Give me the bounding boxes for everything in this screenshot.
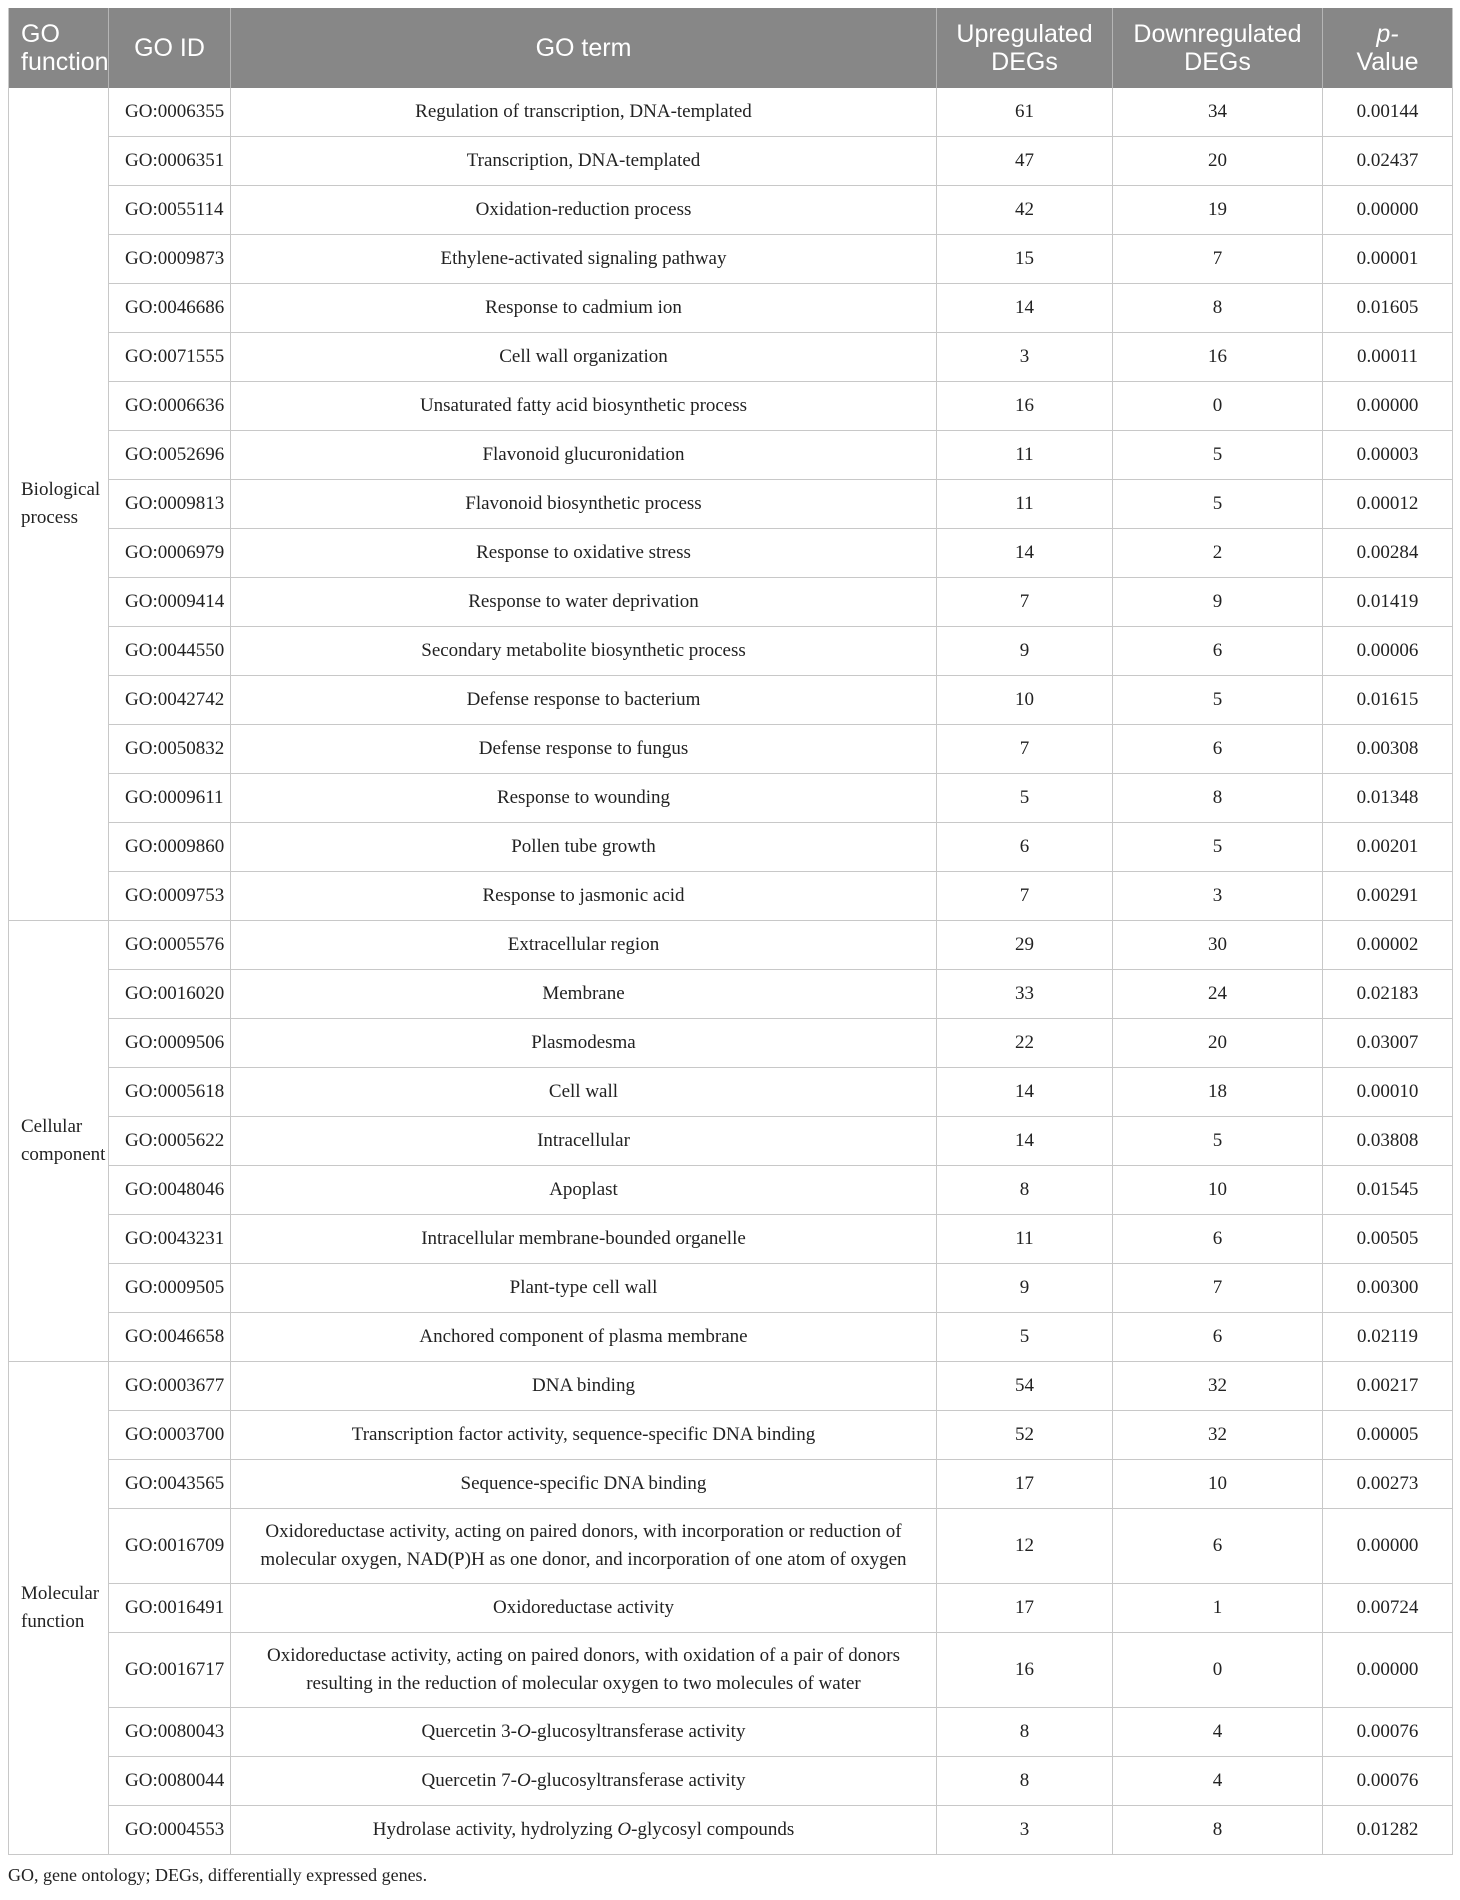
p-value-cell: 0.00003 [1323, 431, 1453, 480]
table-row [9, 725, 1453, 774]
downregulated-cell: 9 [1113, 578, 1323, 627]
downregulated-cell: 8 [1113, 1806, 1323, 1855]
go-id-cell: GO:0009414 [109, 578, 231, 627]
go-term-cell: Plasmodesma [231, 1019, 937, 1068]
table-row [9, 1584, 1453, 1633]
downregulated-cell: 16 [1113, 333, 1323, 382]
go-term-cell: Response to cadmium ion [231, 284, 937, 333]
go-term-cell: Plant-type cell wall [231, 1264, 937, 1313]
downregulated-cell: 32 [1113, 1411, 1323, 1460]
go-id-cell: GO:0043231 [109, 1215, 231, 1264]
go-function-cell: Cellular component [9, 921, 109, 1362]
downregulated-cell: 4 [1113, 1708, 1323, 1757]
go-term-cell: Oxidoreductase activity, acting on paired donors, with incorporation or reduction of molecular oxygen, NAD(P)H as one donor, and incorporation of one atom of oxygen [231, 1509, 937, 1584]
go-id-cell: GO:0009860 [109, 823, 231, 872]
upregulated-cell: 61 [937, 88, 1113, 137]
table-row [9, 186, 1453, 235]
p-value-cell: 0.02437 [1323, 137, 1453, 186]
downregulated-cell: 10 [1113, 1166, 1323, 1215]
upregulated-cell: 42 [937, 186, 1113, 235]
go-id-cell: GO:0052696 [109, 431, 231, 480]
downregulated-cell: 0 [1113, 1633, 1323, 1708]
upregulated-cell: 16 [937, 382, 1113, 431]
table-row [9, 284, 1453, 333]
upregulated-cell: 11 [937, 431, 1113, 480]
upregulated-cell: 6 [937, 823, 1113, 872]
p-value-cell: 0.00001 [1323, 235, 1453, 284]
downregulated-cell: 5 [1113, 823, 1323, 872]
p-value-cell: 0.00201 [1323, 823, 1453, 872]
go-id-cell: GO:0009506 [109, 1019, 231, 1068]
table-row [9, 823, 1453, 872]
header-go-function: GO function [9, 8, 109, 88]
table-row [9, 1068, 1453, 1117]
table-row [9, 137, 1453, 186]
downregulated-cell: 34 [1113, 88, 1323, 137]
go-term-cell: Cell wall organization [231, 333, 937, 382]
downregulated-cell: 32 [1113, 1362, 1323, 1411]
table-row [9, 970, 1453, 1019]
header-go-term: GO term [231, 8, 937, 88]
table-row [9, 333, 1453, 382]
table-row [9, 921, 1453, 970]
go-term-cell: Transcription, DNA-templated [231, 137, 937, 186]
go-term-cell: Hydrolase activity, hydrolyzing O-glycosyl compounds [231, 1806, 937, 1855]
table-row [9, 872, 1453, 921]
go-term-cell: Pollen tube growth [231, 823, 937, 872]
go-term-cell: Oxidoreductase activity [231, 1584, 937, 1633]
table-row [9, 1757, 1453, 1806]
table-row [9, 529, 1453, 578]
header-row [9, 8, 1453, 88]
go-id-cell: GO:0006355 [109, 88, 231, 137]
upregulated-cell: 17 [937, 1460, 1113, 1509]
downregulated-cell: 18 [1113, 1068, 1323, 1117]
p-value-cell: 0.00300 [1323, 1264, 1453, 1313]
table-row [9, 1708, 1453, 1757]
upregulated-cell: 7 [937, 872, 1113, 921]
table-row [9, 1362, 1453, 1411]
go-id-cell: GO:0009611 [109, 774, 231, 823]
go-term-cell: Response to oxidative stress [231, 529, 937, 578]
p-value-cell: 0.00000 [1323, 186, 1453, 235]
go-term-cell: Ethylene-activated signaling pathway [231, 235, 937, 284]
downregulated-cell: 6 [1113, 1509, 1323, 1584]
table-row [9, 1215, 1453, 1264]
p-value-cell: 0.01419 [1323, 578, 1453, 627]
p-value-cell: 0.03007 [1323, 1019, 1453, 1068]
go-id-cell: GO:0016717 [109, 1633, 231, 1708]
downregulated-cell: 7 [1113, 235, 1323, 284]
header-downregulated: Downregulated DEGs [1113, 8, 1323, 88]
go-term-cell: Secondary metabolite biosynthetic process [231, 627, 937, 676]
table-row [9, 1411, 1453, 1460]
table-row [9, 627, 1453, 676]
downregulated-cell: 2 [1113, 529, 1323, 578]
p-value-cell: 0.00076 [1323, 1757, 1453, 1806]
p-value-cell: 0.00005 [1323, 1411, 1453, 1460]
go-id-cell: GO:0080043 [109, 1708, 231, 1757]
go-term-cell: Defense response to fungus [231, 725, 937, 774]
downregulated-cell: 6 [1113, 1215, 1323, 1264]
go-id-cell: GO:0005576 [109, 921, 231, 970]
go-id-cell: GO:0016020 [109, 970, 231, 1019]
p-value-cell: 0.00002 [1323, 921, 1453, 970]
table-row [9, 578, 1453, 627]
upregulated-cell: 14 [937, 1117, 1113, 1166]
upregulated-cell: 14 [937, 284, 1113, 333]
upregulated-cell: 12 [937, 1509, 1113, 1584]
p-value-cell: 0.00000 [1323, 382, 1453, 431]
upregulated-cell: 14 [937, 529, 1113, 578]
upregulated-cell: 33 [937, 970, 1113, 1019]
downregulated-cell: 1 [1113, 1584, 1323, 1633]
upregulated-cell: 16 [937, 1633, 1113, 1708]
go-term-cell: DNA binding [231, 1362, 937, 1411]
table-row [9, 88, 1453, 137]
upregulated-cell: 5 [937, 774, 1113, 823]
p-value-cell: 0.01545 [1323, 1166, 1453, 1215]
downregulated-cell: 0 [1113, 382, 1323, 431]
downregulated-cell: 7 [1113, 1264, 1323, 1313]
p-value-cell: 0.00724 [1323, 1584, 1453, 1633]
upregulated-cell: 8 [937, 1166, 1113, 1215]
go-term-cell: Transcription factor activity, sequence-specific DNA binding [231, 1411, 937, 1460]
p-value-cell: 0.00000 [1323, 1509, 1453, 1584]
table-row [9, 1460, 1453, 1509]
go-term-cell: Anchored component of plasma membrane [231, 1313, 937, 1362]
p-value-cell: 0.03808 [1323, 1117, 1453, 1166]
table-row [9, 1806, 1453, 1855]
go-term-cell: Flavonoid glucuronidation [231, 431, 937, 480]
p-value-cell: 0.00273 [1323, 1460, 1453, 1509]
upregulated-cell: 14 [937, 1068, 1113, 1117]
downregulated-cell: 30 [1113, 921, 1323, 970]
p-value-cell: 0.01615 [1323, 676, 1453, 725]
downregulated-cell: 10 [1113, 1460, 1323, 1509]
header-upregulated: Upregulated DEGs [937, 8, 1113, 88]
go-id-cell: GO:0080044 [109, 1757, 231, 1806]
go-term-cell: Defense response to bacterium [231, 676, 937, 725]
downregulated-cell: 3 [1113, 872, 1323, 921]
upregulated-cell: 10 [937, 676, 1113, 725]
go-function-cell: Biological process [9, 88, 109, 921]
p-value-cell: 0.00505 [1323, 1215, 1453, 1264]
downregulated-cell: 8 [1113, 284, 1323, 333]
go-term-cell: Response to jasmonic acid [231, 872, 937, 921]
header-go-id: GO ID [109, 8, 231, 88]
downregulated-cell: 5 [1113, 480, 1323, 529]
go-id-cell: GO:0003677 [109, 1362, 231, 1411]
table-row [9, 1313, 1453, 1362]
downregulated-cell: 6 [1113, 627, 1323, 676]
table-row [9, 235, 1453, 284]
downregulated-cell: 6 [1113, 725, 1323, 774]
go-term-cell: Cell wall [231, 1068, 937, 1117]
go-term-cell: Unsaturated fatty acid biosynthetic process [231, 382, 937, 431]
p-value-cell: 0.00006 [1323, 627, 1453, 676]
go-id-cell: GO:0055114 [109, 186, 231, 235]
go-term-cell: Oxidoreductase activity, acting on paired donors, with oxidation of a pair of donors resulting in the reduction of molecular oxygen to two molecules of water [231, 1633, 937, 1708]
go-id-cell: GO:0006351 [109, 137, 231, 186]
downregulated-cell: 24 [1113, 970, 1323, 1019]
upregulated-cell: 15 [937, 235, 1113, 284]
table-row [9, 480, 1453, 529]
downregulated-cell: 20 [1113, 137, 1323, 186]
upregulated-cell: 47 [937, 137, 1113, 186]
go-id-cell: GO:0009873 [109, 235, 231, 284]
downregulated-cell: 4 [1113, 1757, 1323, 1806]
table-row [9, 1019, 1453, 1068]
p-value-cell: 0.00076 [1323, 1708, 1453, 1757]
upregulated-cell: 7 [937, 578, 1113, 627]
go-id-cell: GO:0016491 [109, 1584, 231, 1633]
p-value-cell: 0.00308 [1323, 725, 1453, 774]
table-row [9, 1633, 1453, 1708]
go-term-cell: Apoplast [231, 1166, 937, 1215]
header-p-value: p- Value [1323, 8, 1453, 88]
go-term-cell: Oxidation-reduction process [231, 186, 937, 235]
go-id-cell: GO:0009505 [109, 1264, 231, 1313]
go-id-cell: GO:0043565 [109, 1460, 231, 1509]
table-row [9, 431, 1453, 480]
table-row [9, 676, 1453, 725]
p-value-cell: 0.00291 [1323, 872, 1453, 921]
upregulated-cell: 11 [937, 1215, 1113, 1264]
downregulated-cell: 20 [1113, 1019, 1323, 1068]
downregulated-cell: 5 [1113, 1117, 1323, 1166]
p-value-cell: 0.02119 [1323, 1313, 1453, 1362]
p-value-cell: 0.00000 [1323, 1633, 1453, 1708]
go-term-cell: Response to wounding [231, 774, 937, 823]
table-row [9, 382, 1453, 431]
table-row [9, 1264, 1453, 1313]
upregulated-cell: 11 [937, 480, 1113, 529]
go-id-cell: GO:0044550 [109, 627, 231, 676]
go-term-cell: Quercetin 3-O-glucosyltransferase activity [231, 1708, 937, 1757]
p-value-cell: 0.00012 [1323, 480, 1453, 529]
go-term-cell: Flavonoid biosynthetic process [231, 480, 937, 529]
table-row [9, 1166, 1453, 1215]
downregulated-cell: 5 [1113, 676, 1323, 725]
downregulated-cell: 8 [1113, 774, 1323, 823]
go-id-cell: GO:0005622 [109, 1117, 231, 1166]
upregulated-cell: 7 [937, 725, 1113, 774]
go-function-cell: Molecular function [9, 1362, 109, 1855]
p-value-cell: 0.01605 [1323, 284, 1453, 333]
table-footnote: GO, gene ontology; DEGs, differentially expressed genes. [8, 1865, 428, 1885]
go-id-cell: GO:0071555 [109, 333, 231, 382]
p-value-cell: 0.00284 [1323, 529, 1453, 578]
p-value-cell: 0.02183 [1323, 970, 1453, 1019]
go-id-cell: GO:0046658 [109, 1313, 231, 1362]
upregulated-cell: 8 [937, 1757, 1113, 1806]
go-id-cell: GO:0050832 [109, 725, 231, 774]
table-row [9, 774, 1453, 823]
p-value-cell: 0.01348 [1323, 774, 1453, 823]
go-id-cell: GO:0006636 [109, 382, 231, 431]
downregulated-cell: 19 [1113, 186, 1323, 235]
p-value-cell: 0.00217 [1323, 1362, 1453, 1411]
upregulated-cell: 29 [937, 921, 1113, 970]
go-term-cell: Extracellular region [231, 921, 937, 970]
table-body [9, 88, 1453, 1855]
go-term-cell: Sequence-specific DNA binding [231, 1460, 937, 1509]
upregulated-cell: 17 [937, 1584, 1113, 1633]
p-value-cell: 0.00144 [1323, 88, 1453, 137]
go-enrichment-table-container [8, 8, 1452, 1886]
go-enrichment-table [8, 8, 1453, 1855]
go-term-cell: Intracellular membrane-bounded organelle [231, 1215, 937, 1264]
go-term-cell: Membrane [231, 970, 937, 1019]
go-id-cell: GO:0006979 [109, 529, 231, 578]
go-id-cell: GO:0009753 [109, 872, 231, 921]
p-value-cell: 0.00010 [1323, 1068, 1453, 1117]
upregulated-cell: 9 [937, 1264, 1113, 1313]
upregulated-cell: 22 [937, 1019, 1113, 1068]
p-value-cell: 0.00011 [1323, 333, 1453, 382]
upregulated-cell: 52 [937, 1411, 1113, 1460]
go-id-cell: GO:0003700 [109, 1411, 231, 1460]
upregulated-cell: 3 [937, 333, 1113, 382]
go-term-cell: Quercetin 7-O-glucosyltransferase activity [231, 1757, 937, 1806]
go-id-cell: GO:0046686 [109, 284, 231, 333]
go-term-cell: Regulation of transcription, DNA-templated [231, 88, 937, 137]
go-id-cell: GO:0005618 [109, 1068, 231, 1117]
upregulated-cell: 3 [937, 1806, 1113, 1855]
go-id-cell: GO:0042742 [109, 676, 231, 725]
go-term-cell: Intracellular [231, 1117, 937, 1166]
upregulated-cell: 54 [937, 1362, 1113, 1411]
upregulated-cell: 5 [937, 1313, 1113, 1362]
go-id-cell: GO:0004553 [109, 1806, 231, 1855]
go-id-cell: GO:0048046 [109, 1166, 231, 1215]
downregulated-cell: 5 [1113, 431, 1323, 480]
go-id-cell: GO:0016709 [109, 1509, 231, 1584]
p-value-cell: 0.01282 [1323, 1806, 1453, 1855]
go-id-cell: GO:0009813 [109, 480, 231, 529]
upregulated-cell: 9 [937, 627, 1113, 676]
downregulated-cell: 6 [1113, 1313, 1323, 1362]
table-row [9, 1117, 1453, 1166]
upregulated-cell: 8 [937, 1708, 1113, 1757]
table-row [9, 1509, 1453, 1584]
go-term-cell: Response to water deprivation [231, 578, 937, 627]
